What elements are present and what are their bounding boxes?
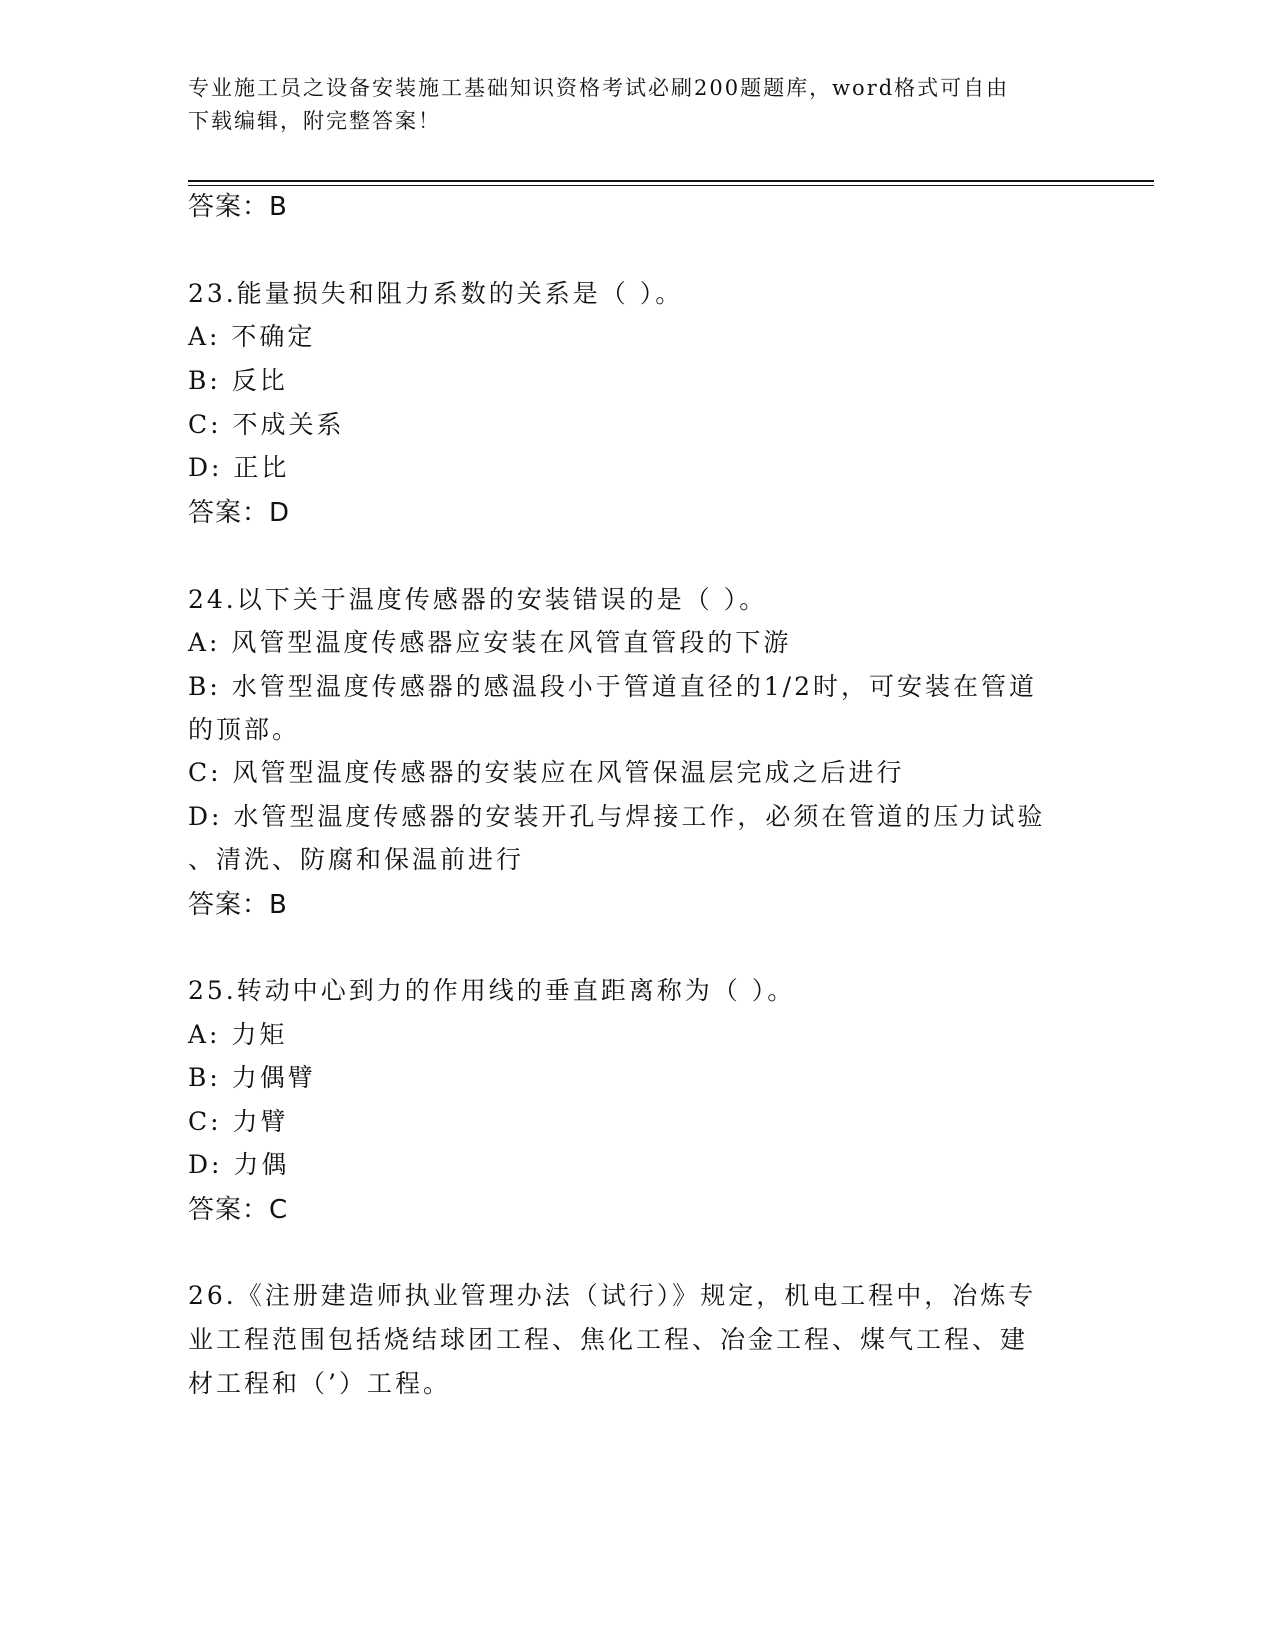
question-25-option-d: D: 力偶 bbox=[188, 1150, 290, 1179]
header-rule-thick bbox=[188, 180, 1154, 182]
question-25-stem: 25.转动中心到力的作用线的垂直距离称为（ ）。 bbox=[188, 976, 796, 1005]
answer-23: 答案：D bbox=[188, 498, 291, 528]
question-24-option-d: D: 水管型温度传感器的安装开孔与焊接工作，必须在管道的压力试验 bbox=[188, 802, 1046, 831]
question-23-option-d: D: 正比 bbox=[188, 453, 290, 482]
header-line-1: 专业施工员之设备安装施工基础知识资格考试必刷200题题库，word格式可自由 bbox=[188, 76, 1010, 100]
question-26-line-2: 业工程范围包括烧结球团工程、焦化工程、冶金工程、煤气工程、建 bbox=[188, 1325, 1029, 1354]
question-25-option-a: A: 力矩 bbox=[188, 1020, 288, 1049]
question-26-line-3: 材工程和（’）工程。 bbox=[188, 1369, 451, 1398]
header-rule-thin bbox=[188, 185, 1154, 186]
question-25-option-c: C: 力臂 bbox=[188, 1107, 289, 1136]
question-25-option-b: B: 力偶臂 bbox=[188, 1063, 316, 1092]
question-24-option-b-cont: 的顶部。 bbox=[188, 715, 301, 744]
question-24-option-d-cont: 、清洗、防腐和保温前进行 bbox=[188, 845, 525, 874]
question-23-stem: 23.能量损失和阻力系数的关系是（ ）。 bbox=[188, 279, 684, 308]
answer-22: 答案：B bbox=[188, 192, 288, 222]
question-24-option-a: A: 风管型温度传感器应安装在风管直管段的下游 bbox=[188, 628, 792, 657]
answer-24: 答案：B bbox=[188, 890, 288, 920]
question-23-option-a: A: 不确定 bbox=[188, 322, 316, 351]
document-header bbox=[188, 72, 1068, 138]
question-24-option-c: C: 风管型温度传感器的安装应在风管保温层完成之后进行 bbox=[188, 758, 905, 787]
header-line-2: 下载编辑，附完整答案！ bbox=[188, 109, 441, 133]
answer-25: 答案：C bbox=[188, 1195, 289, 1225]
question-26-line-1: 26.《注册建造师执业管理办法（试行）》规定，机电工程中，冶炼专 bbox=[188, 1281, 1037, 1310]
question-23-option-b: B: 反比 bbox=[188, 366, 288, 395]
question-24-stem: 24.以下关于温度传感器的安装错误的是（ ）。 bbox=[188, 585, 768, 614]
question-23-option-c: C: 不成关系 bbox=[188, 410, 345, 439]
question-24-option-b: B: 水管型温度传感器的感温段小于管道直径的1/2时，可安装在管道 bbox=[188, 672, 1037, 701]
